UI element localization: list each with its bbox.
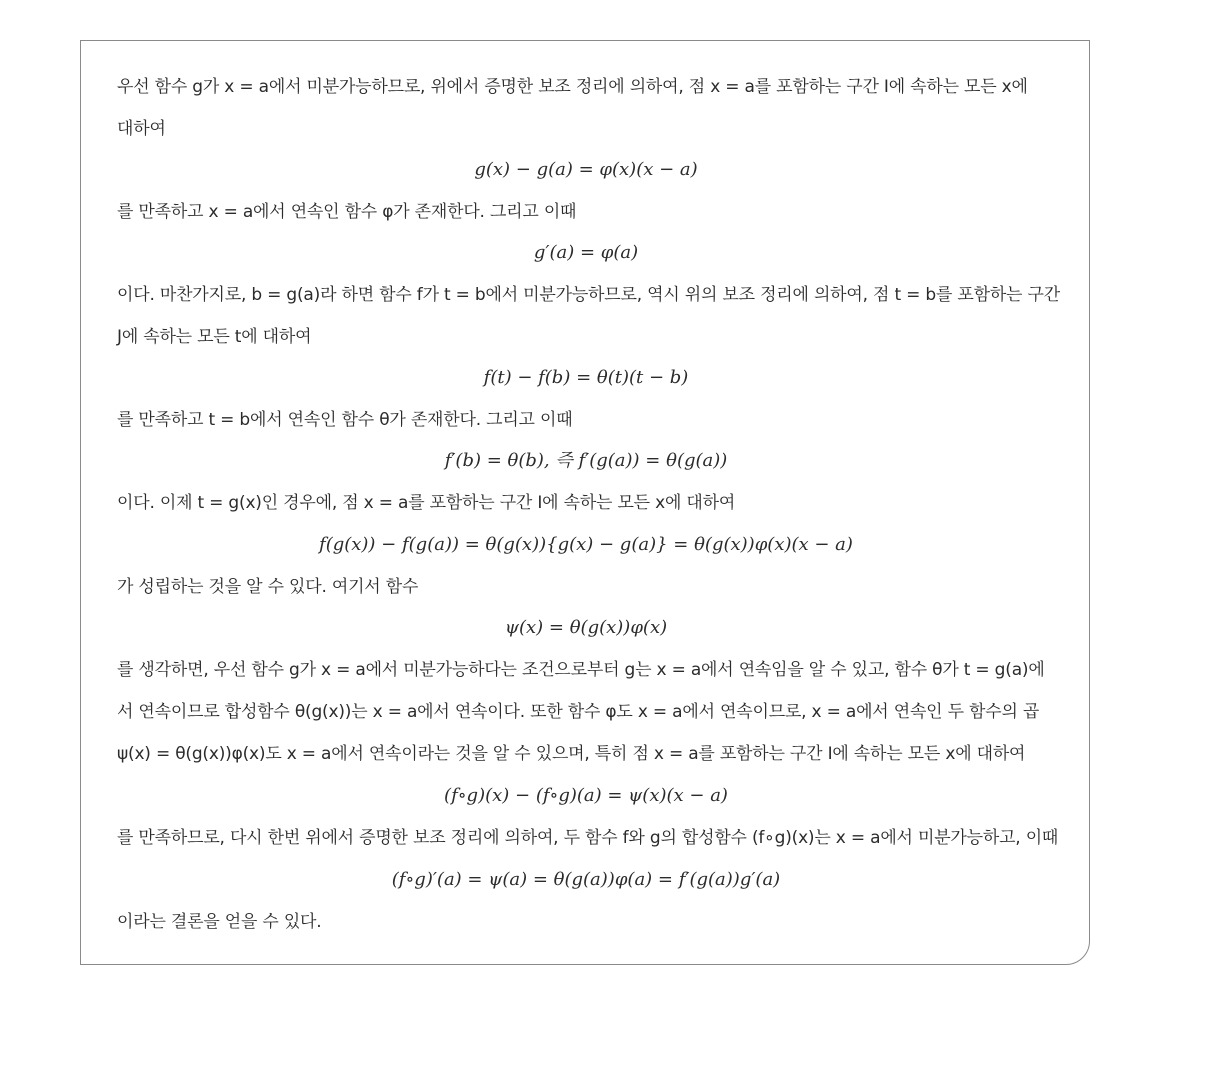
text-line: 이다. 이제 t = g(x)인 경우에, 점 x = a를 포함하는 구간 I에 속하는 모든 x에 대하여 xyxy=(117,493,736,513)
text-line: 이라는 결론을 얻을 수 있다. xyxy=(117,912,322,932)
equation: f′(b) = θ(b), 즉 f′(g(a)) = θ(g(a)) xyxy=(444,450,728,471)
equation: f(g(x)) − f(g(a)) = θ(g(x)){g(x) − g(a)} = θ(g(x))φ(x)(x − a) xyxy=(319,534,853,555)
text-line: 이다. 마찬가지로, b = g(a)라 하면 함수 f가 t = b에서 미분가능하므로, 역시 위의 보조 정리에 의하여, 점 t = b를 포함하는 구간 xyxy=(117,285,1060,305)
text-line: 를 만족하므로, 다시 한번 위에서 증명한 보조 정리에 의하여, 두 함수 f와 g의 합성함수 (f∘g)(x)는 x = a에서 미분가능하고, 이때 xyxy=(117,828,1059,848)
text-line: 우선 함수 g가 x = a에서 미분가능하므로, 위에서 증명한 보조 정리에 의하여, 점 x = a를 포함하는 구간 I에 속하는 모든 x에 xyxy=(117,77,1028,97)
equation: (f∘g)′(a) = ψ(a) = θ(g(a))φ(a) = f′(g(a))g′(a) xyxy=(391,869,781,890)
equation: f(t) − f(b) = θ(t)(t − b) xyxy=(483,367,689,388)
equation: ψ(x) = θ(g(x))φ(x) xyxy=(504,617,668,638)
text-line: 가 성립하는 것을 알 수 있다. 여기서 함수 xyxy=(117,577,419,597)
proof-box xyxy=(80,40,1090,965)
text-line: 를 만족하고 x = a에서 연속인 함수 φ가 존재한다. 그리고 이때 xyxy=(117,202,577,222)
equation: (f∘g)(x) − (f∘g)(a) = ψ(x)(x − a) xyxy=(444,785,728,806)
text-line: 를 만족하고 t = b에서 연속인 함수 θ가 존재한다. 그리고 이때 xyxy=(117,410,573,430)
text-line: 서 연속이므로 합성함수 θ(g(x))는 x = a에서 연속이다. 또한 함수 φ도 x = a에서 연속이므로, x = a에서 연속인 두 함수의 곱 xyxy=(117,702,1040,722)
text-line: 를 생각하면, 우선 함수 g가 x = a에서 미분가능하다는 조건으로부터 g는 x = a에서 연속임을 알 수 있고, 함수 θ가 t = g(a)에 xyxy=(117,660,1045,680)
text-line: ψ(x) = θ(g(x))φ(x)도 x = a에서 연속이라는 것을 알 수 있으며, 특히 점 x = a를 포함하는 구간 I에 속하는 모든 x에 대하여 xyxy=(117,744,1026,764)
equation: g′(a) = φ(a) xyxy=(533,242,639,263)
text-line: 대하여 xyxy=(117,119,166,139)
equation: g(x) − g(a) = φ(x)(x − a) xyxy=(474,159,698,180)
text-line: J에 속하는 모든 t에 대하여 xyxy=(117,327,312,347)
